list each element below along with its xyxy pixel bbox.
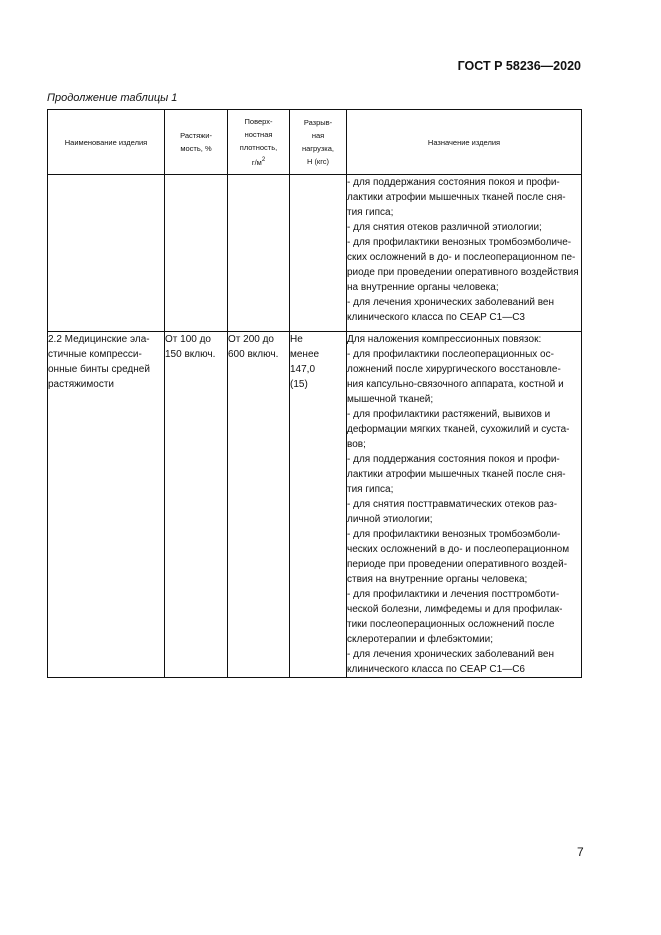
- cell-stretch: От 100 до 150 включ.: [165, 332, 228, 678]
- cell-density: [228, 175, 290, 332]
- col-header-stretch: Растяжи- мость, %: [165, 110, 228, 175]
- table-header-row: [48, 110, 582, 175]
- product-table: [47, 109, 582, 678]
- cell-name: 2.2 Медицинские эла- стичные компресси- онные бинты средней растяжимости: [48, 332, 165, 678]
- cell-density: От 200 до 600 включ.: [228, 332, 290, 678]
- table-row: [48, 175, 582, 332]
- cell-load: [290, 175, 347, 332]
- cell-purpose: - для поддержания состояния покоя и профи- лактики атрофии мышечных тканей после сня- тия гипса; - для снятия отеков различной этиологии; - для профилактики венозных тромбоэмболиче- ских осложнений в до- и послеоперационном пе- риоде при проведении оперативного воздействия на внутренние органы человека; - для лечения хронических заболеваний вен клинического класса по CEAP C1—C3: [347, 175, 582, 332]
- col-header-load: Разрыв- ная нагрузка, Н (кгс): [290, 110, 347, 175]
- col-header-density: Поверх- ностная плотность, $г/м^2$: [228, 110, 290, 175]
- cell-load: Не менее 147,0 (15): [290, 332, 347, 678]
- table-row: [48, 332, 582, 678]
- table-caption: Продолжение таблицы 1: [47, 92, 178, 104]
- col-header-purpose: Назначение изделия: [347, 110, 582, 175]
- col-header-name: Наименование изделия: [48, 110, 165, 175]
- cell-stretch: [165, 175, 228, 332]
- cell-purpose: Для наложения компрессионных повязок: - для профилактики послеоперационных ос- ложнений после хирургического восстановле- ния капсульно-связочного аппарата, костной и мышечной тканей; - для профилактики растяжений, вывихов и деформации мягких тканей, сухожилий и суста- вов; - для поддержания состояния покоя и профи- лактики атрофии мышечных тканей после сня- тия гипса; - для снятия посттравматических отеков раз- личной этиологии; - для профилактики венозных тромбоэмболи- ческих осложнений в до- и послеоперационном периоде при проведении оперативного воздей- ствия на внутренние органы человека; - для профилактики и лечения посттромботи- ческой болезни, лимфедемы и для профилак- тики послеоперационных осложнений после склеротерапии и флебэктомии; - для лечения хронических заболеваний вен клинического класса по CEAP C1—C6: [347, 332, 582, 678]
- cell-name: [48, 175, 165, 332]
- standard-code: ГОСТ Р 58236—2020: [457, 59, 581, 73]
- page-number: 7: [577, 845, 584, 859]
